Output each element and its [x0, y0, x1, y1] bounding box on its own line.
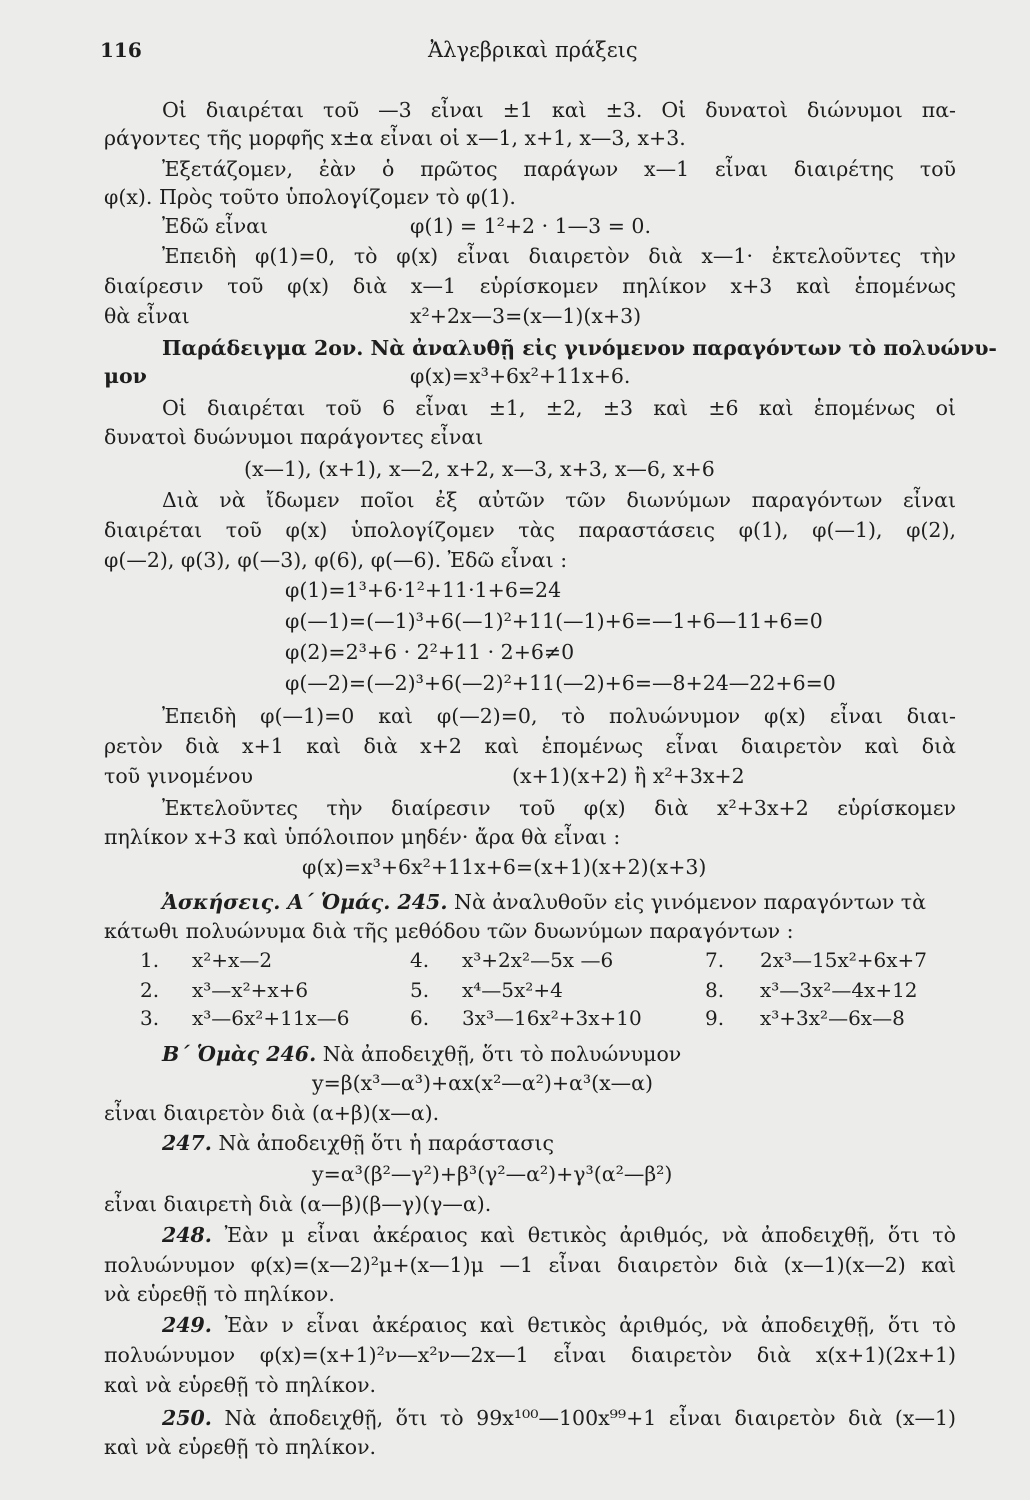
exercise-expression: x³—x²+x+6 [192, 978, 309, 1002]
exercise-expression: 2x³—15x²+6x+7 [760, 948, 928, 972]
exercise-expression: x³—6x²+11x—6 [192, 1006, 350, 1030]
text-line: πηλίκον x+3 καὶ ὑπόλοιπον μηδέν· ἄρα θὰ εἶναι : [104, 825, 621, 849]
text-line: φ(—2), φ(3), φ(—3), φ(6), φ(—6). Ἐδῶ εἶναι : [104, 548, 568, 572]
exercises-heading [162, 888, 956, 916]
text-line: Οἱ διαιρέται τοῦ 6 εἶναι ±1, ±2, ±3 καὶ ±6 καὶ ἑπομένως οἱ [162, 396, 956, 420]
exercise-text: Νὰ ἀποδειχθῇ, ὅτι τὸ πολυώνυμον [322, 1042, 682, 1066]
text-line: καὶ νὰ εὑρεθῇ τὸ πηλίκον. [104, 1435, 377, 1459]
text-line: δυνατοὶ δυώνυμοι παράγοντες εἶναι [104, 425, 484, 449]
exercise-label: 249. [162, 1313, 212, 1337]
exercise-number: 5. [410, 978, 430, 1002]
exercise-number: 8. [705, 978, 725, 1002]
exercises-text: Νὰ ἀναλυθοῦν εἰς γινόμενον παραγόντων τὰ [454, 890, 926, 914]
text-line: θὰ εἶναι [104, 304, 190, 328]
example-heading: Παράδειγμα 2ον. Νὰ ἀναλυθῇ εἰς γινόμενον παραγόντων τὸ πολυώνυ- [162, 336, 997, 360]
text-line: Ἐξετάζομεν, ἐὰν ὁ πρῶτος παράγων x—1 εἶναι διαιρέτης τοῦ [162, 157, 956, 181]
equation: φ(2)=2³+6 · 2²+11 · 2+6≠0 [285, 640, 575, 664]
exercise-row [140, 946, 960, 974]
exercise-249 [162, 1311, 956, 1339]
exercise-number: 1. [140, 948, 160, 972]
equation: y=α³(β²—γ²)+β³(γ²—α²)+γ³(α²—β²) [312, 1162, 673, 1186]
exercise-number: 2. [140, 978, 160, 1002]
exercise-label: 250. [162, 1406, 212, 1430]
text-line: πολυώνυμον φ(x)=(x—2)²μ+(x—1)μ —1 εἶναι διαιρετὸν διὰ (x—1)(x—2) καὶ [104, 1253, 956, 1277]
exercise-text: Νὰ ἀποδειχθῇ, ὅτι τὸ 99x¹⁰⁰—100x⁹⁹+1 εἶναι διαιρετὸν διὰ (x—1) [224, 1406, 956, 1430]
text-line: καὶ νὰ εὑρεθῇ τὸ πηλίκον. [104, 1373, 377, 1397]
exercise-expression: x³+2x²—5x —6 [462, 948, 614, 972]
equation: φ(—1)=(—1)³+6(—1)²+11(—1)+6=—1+6—11+6=0 [285, 609, 823, 633]
text-line: φ(x). Πρὸς τοῦτο ὑπολογίζομεν τὸ φ(1). [104, 185, 516, 209]
exercise-label: 248. [162, 1223, 212, 1247]
equation: y=β(x³—α³)+αx(x²—α²)+α³(x—α) [312, 1071, 654, 1095]
exercise-number: 6. [410, 1006, 430, 1030]
equation: x²+2x—3=(x—1)(x+3) [410, 304, 642, 328]
text-line: Ἐδῶ εἶναι [162, 214, 269, 238]
text-line: Διὰ νὰ ἴδωμεν ποῖοι ἐξ αὐτῶν τῶν διωνύμων παραγόντων εἶναι [162, 488, 956, 512]
exercise-expression: x²+x—2 [192, 948, 273, 972]
text-line: Οἱ διαιρέται τοῦ —3 εἶναι ±1 καὶ ±3. Οἱ δυνατοὶ διώνυμοι πα- [162, 98, 956, 122]
exercise-text: Ἐὰν μ εἶναι ἀκέραιος καὶ θετικὸς ἀριθμός, νὰ ἀποδειχθῇ, ὅτι τὸ [224, 1223, 956, 1247]
exercise-label: Β΄ Ὁμὰς 246. [162, 1042, 317, 1066]
exercise-247 [162, 1129, 956, 1157]
exercises-label: Ἀσκήσεις. Α΄ Ὁμάς. 245. [162, 890, 448, 914]
equation: (x+1)(x+2) ἢ x²+3x+2 [512, 764, 745, 788]
exercise-expression: x⁴—5x²+4 [462, 978, 563, 1002]
exercise-row [140, 976, 960, 1004]
text-line: διαίρεσιν τοῦ φ(x) διὰ x—1 εὑρίσκομεν πηλίκον x+3 καὶ ἑπομένως [104, 274, 956, 298]
exercise-text: Νὰ ἀποδειχθῇ ὅτι ἡ παράστασις [218, 1131, 554, 1155]
text-line: ρετὸν διὰ x+1 καὶ διὰ x+2 καὶ ἑπομένως εἶναι διαιρετὸν καὶ διὰ [104, 734, 956, 758]
equation: (x—1), (x+1), x—2, x+2, x—3, x+3, x—6, x+6 [244, 457, 715, 481]
exercise-number: 3. [140, 1006, 160, 1030]
page-number: 116 [100, 38, 142, 62]
exercise-number: 9. [705, 1006, 725, 1030]
text-line: εἶναι διαιρετὴ διὰ (α—β)(β—γ)(γ—α). [104, 1192, 492, 1216]
text-line: κάτωθι πολυώνυμα διὰ τῆς μεθόδου τῶν δυωνύμων παραγόντων : [104, 919, 794, 943]
exercise-text: Ἐὰν ν εἶναι ἀκέραιος καὶ θετικὸς ἀριθμός, νὰ ἀποδειχθῇ, ὅτι τὸ [224, 1313, 956, 1337]
text-line: Ἐπειδὴ φ(1)=0, τὸ φ(x) εἶναι διαιρετὸν διὰ x—1· ἐκτελοῦντες τὴν [162, 244, 956, 268]
text-line: τοῦ γινομένου [104, 764, 253, 788]
text-line: νὰ εὑρεθῇ τὸ πηλίκον. [104, 1282, 335, 1306]
equation: φ(x)=x³+6x²+11x+6. [410, 364, 631, 388]
text-line: πολυώνυμον φ(x)=(x+1)²ν—x²ν—2x—1 εἶναι διαιρετὸν διὰ x(x+1)(2x+1) [104, 1343, 956, 1367]
equation: φ(—2)=(—2)³+6(—2)²+11(—2)+6=—8+24—22+6=0 [285, 671, 836, 695]
exercise-expression: 3x³—16x²+3x+10 [462, 1006, 642, 1030]
text-line: μον [104, 364, 147, 388]
equation: φ(1)=1³+6·1²+11·1+6=24 [285, 578, 562, 602]
equation: φ(1) = 1²+2 · 1—3 = 0. [410, 214, 651, 238]
text-line: εἶναι διαιρετὸν διὰ (α+β)(x—α). [104, 1101, 440, 1125]
exercise-248 [162, 1221, 956, 1249]
text-line: ράγοντες τῆς μορφῆς x±α εἶναι οἱ x—1, x+1, x—3, x+3. [104, 126, 686, 150]
exercise-246 [162, 1040, 956, 1068]
exercise-number: 4. [410, 948, 430, 972]
text-line: διαιρέται τοῦ φ(x) ὑπολογίζομεν τὰς παραστάσεις φ(1), φ(—1), φ(2), [104, 518, 956, 542]
text-line: Ἐκτελοῦντες τὴν διαίρεσιν τοῦ φ(x) διὰ x²+3x+2 εὑρίσκομεν [162, 796, 956, 820]
exercise-250 [162, 1404, 956, 1432]
exercise-label: 247. [162, 1131, 212, 1155]
exercise-number: 7. [705, 948, 725, 972]
equation: φ(x)=x³+6x²+11x+6=(x+1)(x+2)(x+3) [302, 855, 707, 879]
exercise-row [140, 1004, 960, 1032]
exercise-expression: x³—3x²—4x+12 [760, 978, 918, 1002]
running-title: Ἀλγεβρικαὶ πράξεις [428, 38, 638, 62]
text-line: Ἐπειδὴ φ(—1)=0 καὶ φ(—2)=0, τὸ πολυώνυμον φ(x) εἶναι διαι- [162, 704, 956, 728]
exercise-expression: x³+3x²—6x—8 [760, 1006, 905, 1030]
